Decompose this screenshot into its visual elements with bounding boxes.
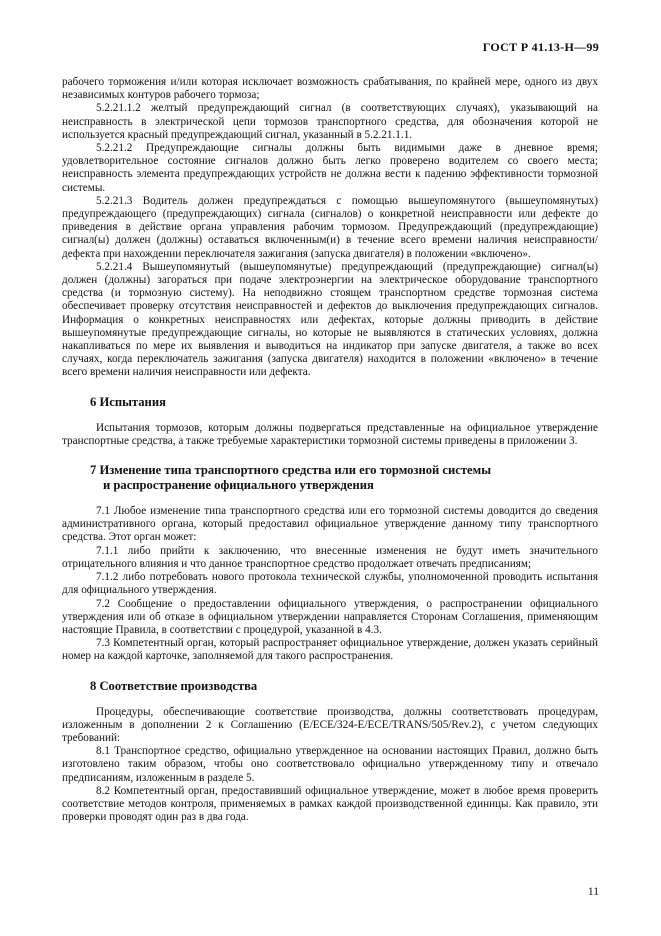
paragraph-8-intro: Процедуры, обеспечивающие соответствие производства, должны соответствовать процедурам, изложенным в дополнении 2 к Соглашению (E/ECE/324-E/ECE/TRANS/505/Rev.2), с учетом следующих требований: bbox=[62, 705, 598, 744]
paragraph-8-1: 8.1 Транспортное средство, официально утвержденное на основании настоящих Правил, должно быть изготовлено таким образом, чтобы оно соответствовало официально утвержденному типу и отвечало предписаниям, изложенным в разделе 5. bbox=[62, 745, 598, 784]
paragraph-5-2-21-1-2: 5.2.21.1.2 желтый предупреждающий сигнал (в соответствующих случаях), указывающий на неисправность в электрической цепи тормозов транспортного средства, для обозначения которой не используется красный предупреждающий сигнал, указанный в 5.2.21.1.1. bbox=[62, 102, 598, 141]
paragraph-7-2: 7.2 Сообщение о предоставлении официального утверждения, о распространении официального утверждения или об отказе в официальном утверждении направляется Сторонам Соглашения, применяющим настоящие Правила, в соответствии с процедурой, указанной в 4.3. bbox=[62, 597, 598, 636]
document-body bbox=[62, 76, 598, 824]
paragraph-5-2-21-2: 5.2.21.2 Предупреждающие сигналы должны быть видимыми даже в дневное время; удовлетворительное состояние сигналов должно быть легко проверено водителем со своего места; неисправность элемента предупреждающих устройств не должна вести к падению эффективности тормозной системы. bbox=[62, 142, 598, 194]
section-6-heading: 6 Испытания bbox=[90, 394, 166, 409]
paragraph-continuation: рабочего торможения и/или которая исключает возможность срабатывания, по крайней мере, одного из двух независимых контуров рабочего тормоза; bbox=[62, 76, 598, 102]
paragraph-7-1-2: 7.1.2 либо потребовать нового протокола технической службы, уполномоченной проводить испытания для официального утверждения. bbox=[62, 571, 598, 597]
paragraph-8-2: 8.2 Компетентный орган, предоставивший официальное утверждение, может в любое время проверить соответствие методов контроля, применяемых в рамках каждой производственной единицы. Как правило, эти проверки проводят один раз в два года. bbox=[62, 784, 598, 824]
paragraph-7-1-1: 7.1.1 либо прийти к заключению, что внесенные изменения не будут иметь значительного отрицательного влияния и что данное транспортное средство продолжает отвечать предписаниям; bbox=[62, 544, 598, 570]
paragraph-5-2-21-4: 5.2.21.4 Вышеупомянутый (вышеупомянутые) предупреждающий (предупреждающие) сигнал(ы) должен (должны) загораться при подаче электроэнергии на электрическое оборудование транспортного средства (и тормозную систему). На неподвижно стоящем транспортном средстве тормозная система обеспечивает проверку отсутствия неисправностей и дефектов до выключения предупреждающих сигналов. Информация о конкретных неисправностях или дефектах, которые должны приводить в действие вышеупомянутые предупреждающие сигналы, но которые не выявляются в статических условиях, должна накапливаться по мере их выявления и выводиться на индикатор при запуске двигателя, а также во всех случаях, когда переключатель зажигания (запуска двигателя) находится в положении «включено» в течение всего времени наличия неисправности или дефекта. bbox=[62, 260, 598, 379]
document-code-header: ГОСТ Р 41.13-Н—99 bbox=[482, 40, 599, 54]
paragraph-5-2-21-3: 5.2.21.3 Водитель должен предупреждаться с помощью вышеупомянутого (вышеупомянутых) предупреждающего (предупреждающих) сигнала (сигналов) о конкретной неисправности или дефекте до приведения в действие органа управления рабочим тормозом. Предупреждающий (предупреждающие) сигнал(ы) должен (должны) оставаться включенным(и) в течение всего времени наличия неисправности/дефекта при нахождении переключателя зажигания (запуска двигателя) в положении «включено». bbox=[62, 194, 598, 260]
section-8-heading: 8 Соответствие производства bbox=[90, 678, 258, 693]
paragraph-7-1: 7.1 Любое изменение типа транспортного средства или его тормозной системы доводится до сведения административного органа, который предоставил официальное утверждение данному типу транспортного средства. Этот орган может: bbox=[62, 505, 598, 544]
paragraph-7-3: 7.3 Компетентный орган, который распространяет официальное утверждение, должен указать серийный номер на каждой карточке, заполняемой для такого распространения. bbox=[62, 637, 598, 663]
section-7-heading-line1: 7 Изменение типа транспортного средства или его тормозной системы bbox=[90, 463, 492, 478]
page-number: 11 bbox=[587, 886, 599, 898]
section-7-heading-line2: и распространение официального утверждения bbox=[103, 478, 374, 493]
section-7-heading bbox=[90, 463, 598, 493]
paragraph-6: Испытания тормозов, которым должны подвергаться представленные на официальное утверждение транспортные средства, а также требуемые характеристики тормозной системы приведены в приложении 3. bbox=[62, 421, 598, 447]
